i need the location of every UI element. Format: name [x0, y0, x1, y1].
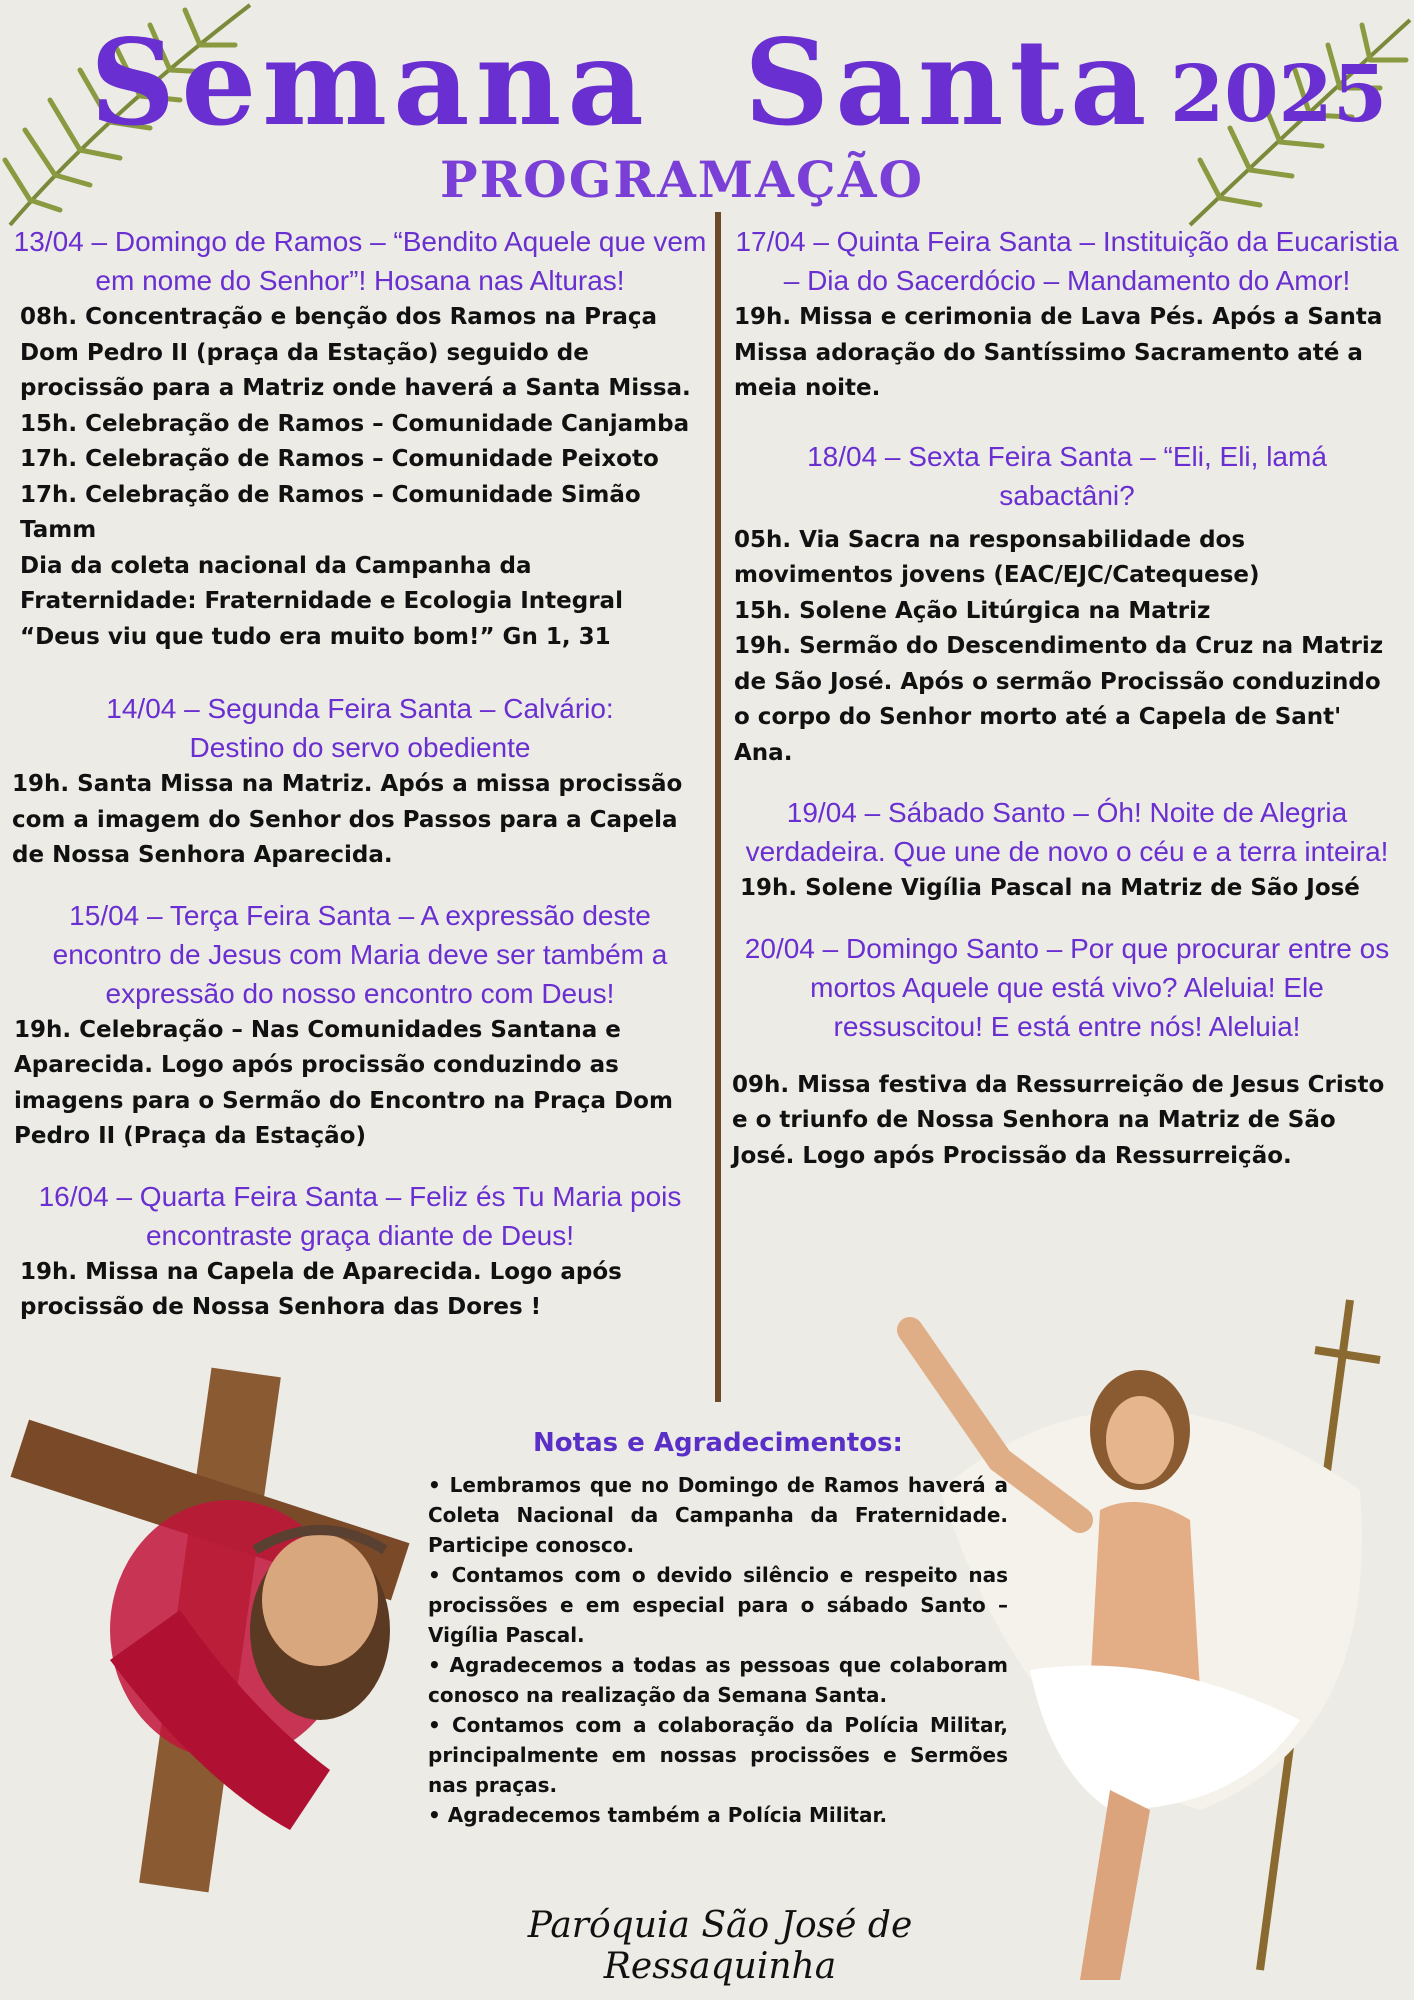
- right-column: [732, 222, 1402, 1196]
- day-heading: 20/04 – Domingo Santo – Por que procurar entre os mortos Aquele que está vivo? Aleluia! Ele ressuscitou! E está entre nós! Aleluia!: [744, 932, 1390, 1042]
- schedule-line: 19h. Sermão do Descendimento da Cruz na Matriz de São José. Após o sermão Procissão conduzindo o corpo do Senhor morto até a Capela de Sant' Ana.: [734, 633, 1384, 766]
- day-15-04: [10, 896, 710, 1155]
- schedule-line: 19h. Solene Vigília Pascal na Matriz de São José: [740, 875, 1360, 901]
- note-item: • Contamos com a colaboração da Polícia Militar, principalmente em nossas procissões e Sermões nas praças.: [428, 1713, 1008, 1797]
- note-item: • Lembramos que no Domingo de Ramos haverá a Coleta Nacional da Campanha da Fraternidade. Participe conosco.: [428, 1473, 1008, 1557]
- title-main: Semana Santa: [90, 13, 1153, 152]
- day-heading: 15/04 – Terça Feira Santa – A expressão deste encontro de Jesus com Maria deve ser também a expressão do nosso encontro com Deus!: [52, 899, 668, 1009]
- day-heading: 13/04 – Domingo de Ramos – “Bendito Aquele que vem em nome do Senhor”! Hosana nas Alturas!: [13, 226, 707, 296]
- schedule-line: 19h. Santa Missa na Matriz. Após a missa procissão com a imagem do Senhor dos Passos para a Capela de Nossa Senhora Aparecida.: [12, 771, 683, 868]
- note-item: • Contamos com o devido silêncio e respeito nas procissões e em especial para o sábado Santo – Vigília Pascal.: [428, 1563, 1008, 1647]
- day-16-04: [10, 1177, 710, 1326]
- day-20-04: [732, 929, 1402, 1175]
- subtitle: PROGRAMAÇÃO: [440, 150, 925, 209]
- schedule-line: 15h. Celebração de Ramos – Comunidade Canjamba: [20, 410, 690, 437]
- notes-heading: Notas e Agradecimentos:: [533, 1428, 903, 1458]
- day-17-04: [732, 222, 1402, 407]
- day-heading: 18/04 – Sexta Feira Santa – “Eli, Eli, lamá sabactâni?: [807, 440, 1327, 511]
- schedule-line: 05h. Via Sacra na responsabilidade dos movimentos jovens (EAC/EJC/Catequese): [734, 526, 1260, 588]
- schedule-line: Dia da coleta nacional da Campanha da Fraternidade: Fraternidade e Ecologia Integral “Deus viu que tudo era muito bom!” Gn 1, 31: [20, 552, 623, 650]
- day-13-04: [10, 222, 710, 655]
- schedule-line: 15h. Solene Ação Litúrgica na Matriz: [734, 597, 1211, 624]
- schedule-line: 19h. Celebração – Nas Comunidades Santana e Aparecida. Logo após procissão conduzindo as imagens para o Sermão do Encontro na Praça Dom Pedro II (Praça da Estação): [14, 1016, 673, 1149]
- day-heading: 17/04 – Quinta Feira Santa – Instituição da Eucaristia – Dia do Sacerdócio – Mandamento do Amor!: [735, 226, 1399, 296]
- day-19-04: [732, 793, 1402, 907]
- note-item: • Agradecemos também a Polícia Militar.: [428, 1803, 888, 1827]
- title: [90, 13, 1410, 152]
- day-18-04: [732, 437, 1402, 772]
- note-item: • Agradecemos a todas as pessoas que colaboram conosco na realização da Semana Santa.: [428, 1653, 1008, 1707]
- schedule-line: 17h. Celebração de Ramos – Comunidade Peixoto: [20, 446, 659, 472]
- schedule-line: 19h. Missa na Capela de Aparecida. Logo após procissão de Nossa Senhora das Dores !: [20, 1258, 622, 1320]
- jesus-with-cross-image: [0, 1360, 420, 1900]
- day-heading: 16/04 – Quarta Feira Santa – Feliz és Tu Maria pois encontraste graça diante de Deus!: [38, 1180, 682, 1251]
- day-heading: 14/04 – Segunda Feira Santa – Calvário: Destino do servo obediente: [106, 693, 614, 763]
- schedule-line: 19h. Missa e cerimonia de Lava Pés. Após a Santa Missa adoração do Santíssimo Sacramento até a meia noite.: [734, 304, 1383, 401]
- schedule-line: 17h. Celebração de Ramos – Comunidade Simão Tamm: [20, 481, 641, 543]
- notes-section: [428, 1428, 1008, 1830]
- left-column: [10, 222, 710, 1348]
- day-14-04: [10, 689, 710, 874]
- schedule-line: 08h. Concentração e benção dos Ramos na Praça Dom Pedro II (praça da Estação) seguido de procissão para a Matriz onde haverá a Santa Missa.: [20, 304, 691, 401]
- title-year: 2025: [1170, 49, 1388, 140]
- schedule-line: 09h. Missa festiva da Ressurreição de Jesus Cristo e o triunfo de Nossa Senhora na Matriz de São José. Logo após Procissão da Ressurreição.: [732, 1071, 1385, 1169]
- day-heading: 19/04 – Sábado Santo – Óh! Noite de Alegria verdadeira. Que une de novo o céu e a terra inteira!: [745, 797, 1389, 867]
- parish-signature: Paróquia São José de Ressaquinha: [527, 1905, 913, 1987]
- column-divider: [715, 212, 721, 1402]
